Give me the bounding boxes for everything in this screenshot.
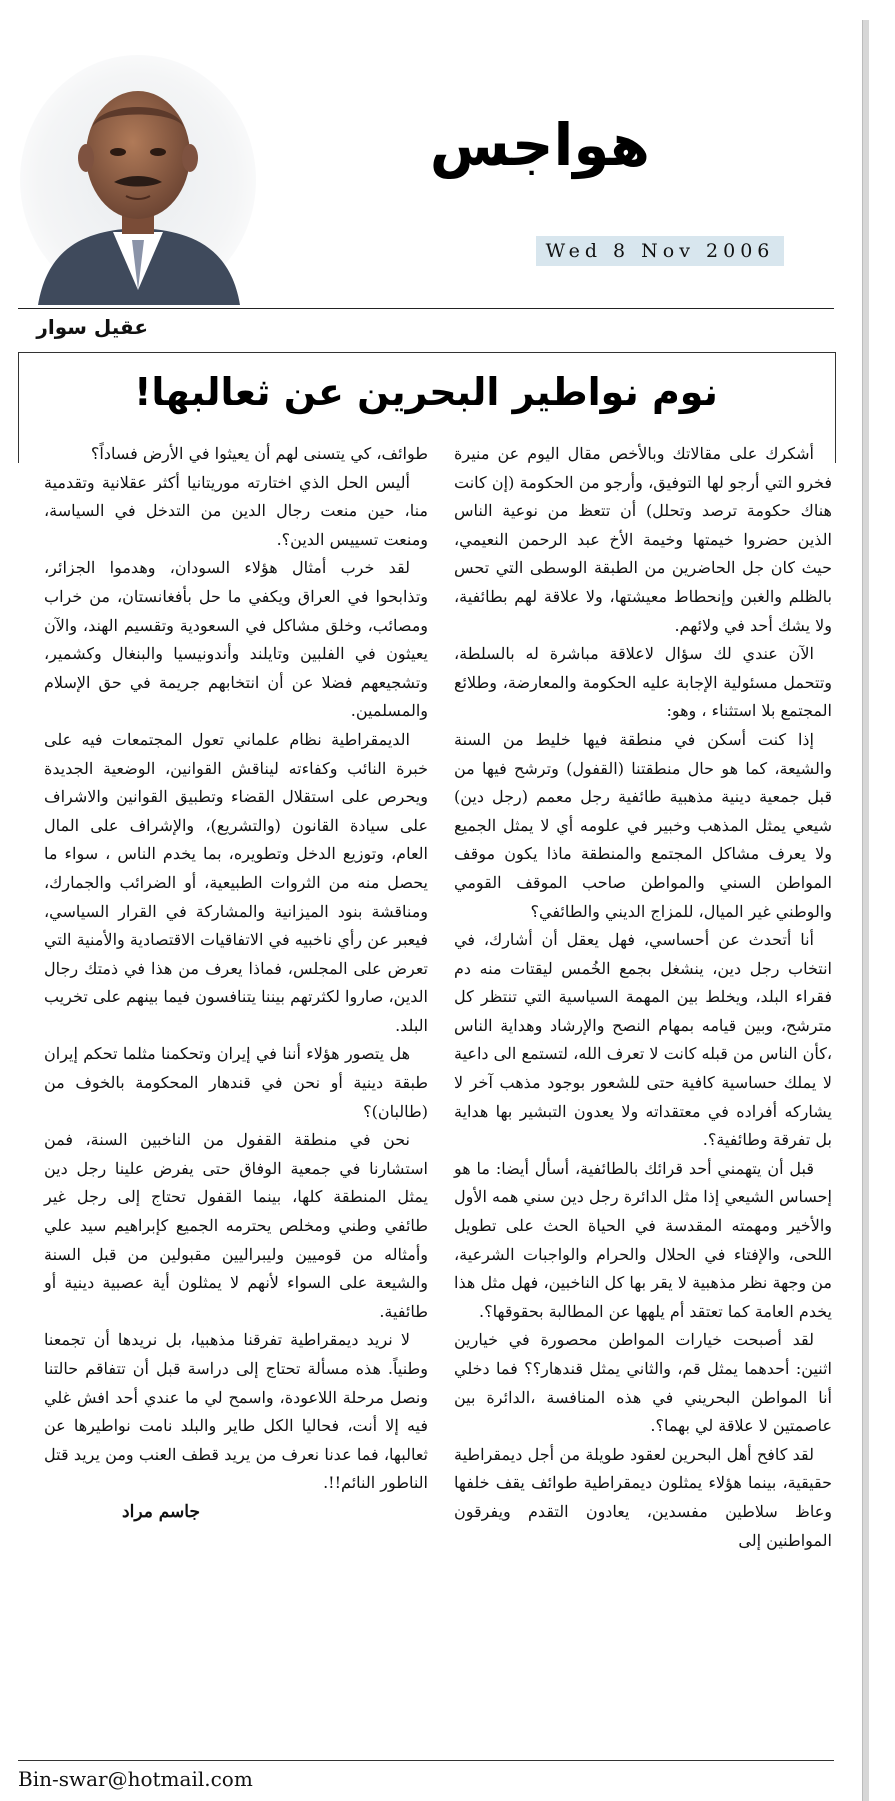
author-portrait — [18, 40, 258, 305]
paragraph: لقد أصبحت خيارات المواطن محصورة في خيارين اثنين: أحدهما يمثل قم، والثاني يمثل قندهار؟؟ فما دخلي أنا المواطن البحريني في هذه المنافسة ،الدائرة بين عاصمتين لا علاقة لي بهما؟. — [454, 1330, 832, 1436]
paragraph: أشكرك على مقالاتك وبالأخص مقال اليوم عن منيرة فخرو التي أرجو لها التوفيق، وأرجو من الحكومة (إن كانت هناك حكومة ترصد وتحلل) أن تتعظ من نوعية الناس الذين حضروا خيمتها وخيمة الأخ عبد الرحمن النعيمي، حيث كان جل الحاضرين من الطبقة الوسطى التي تحس بالظلم والغبن وإنحطاط معيشتها، ولا علاقة لهم بطائفية، ولا يشك أحد في ولائهم. — [454, 444, 832, 635]
paragraph: أليس الحل الذي اختارته موريتانيا أكثر عقلانية وتقدمية منا، حين منعت رجال الدين من التدخل في السياسة، ومنعت تسييس الدين؟. — [44, 472, 428, 549]
paragraph: أنا أتحدث عن أحساسي، فهل يعقل أن أشارك، في انتخاب رجل دين، ينشغل بجمع الخُمس ليقتات منه دم فقراء البلد، ويخلط بين المهمة السياسية التي تنتظر كل مترشح، وبين قيامه بمهام النصح والإرشاد وهداية الناس ،كأن الناس من قبله كانت لا تعرف الله، لتستمع الى داعية لا يملك حساسية كافية حتى للشعور بوجود مذهب آخر لا يشاركه أفراده في معتقداته ولا يعدون التبشير بها هداية بل تفرقة وطائفية؟. — [454, 930, 832, 1150]
footer-divider — [18, 1760, 834, 1761]
paragraph: لقد خرب أمثال هؤلاء السودان، وهدموا الجزائر، وتذابحوا في العراق ويكفي ما حل بأفغانستان، من خراب ومصائب، وخلق مشاكل في السعودية وتقسيم الهند، والآن يعيثون في الفلبين وتايلند وأندونيسيا والبنغال وكشمير، وتشجيعهم فضلا عن أن انتخابهم جريمة في حق الإسلام والمسلمين. — [44, 558, 429, 721]
paragraph: قبل أن يتهمني أحد قرائك بالطائفية، أسأل أيضا: ما هو إحساس الشيعي إذا مثل الدائرة رجل دين سني همه الأول والأخير ومهمته المقدسة في الحياة الحث على تطويل اللحى، والإفتاء في الحلال والحرام والواجبات الشرعية، من وجهة نظر مذهبية لا يقر بها كل الناخبين، فهل مثل هذا يخدم العامة كما تعتقد أم يلهها عن المطالبة بحقوقها؟. — [454, 1158, 832, 1321]
paragraph: لا نريد ديمقراطية تفرقنا مذهبيا، بل نريدها أن تجمعنا وطنياً. هذه مسألة تحتاج إلى دراسة قبل أن تتفاقم حالتنا ونصل مرحلة اللاعودة، واسمح لي ما عندي أحد افش غلي فيه إلا أنت، فحاليا الكل طاير والبلد نامت نواطيرها عن ثعالبها، فما عدنا نعرف من يريد قطف العنب ومن يريد قتل الناطور النائم!!. — [44, 1330, 428, 1493]
author-name: عقيل سوار — [36, 315, 148, 339]
paragraph: الآن عندي لك سؤال لاعلاقة مباشرة له بالسلطة، وتتحمل مسئولية الإجابة عليه الحكومة والمعارضة، وطلائع المجتمع بلا استثناء ، وهو: — [454, 644, 832, 721]
author-email: Bin-swar@hotmail.com — [18, 1767, 253, 1791]
article-headline: نوم نواطير البحرين عن ثعالبها! — [134, 370, 718, 414]
paragraph: نحن في منطقة القفول من الناخبين السنة، فمن استشارنا في جمعية الوفاق حتى يفرض علينا رجل دين يمثل المنطقة كلها، بينما القفول تحتاج إلى رجل غير طائفي وطني ومخلص يحترمه الجميع كإبراهيم سيد علي وأمثاله من قوميين وليبراليين مقبولين من قبل السنة والشيعة على السواء لأنهم لا يمثلون أية عصبية دينية أو طائفية. — [44, 1130, 429, 1321]
masthead-divider — [18, 308, 834, 309]
publication-date: Wed 8 Nov 2006 — [536, 236, 784, 266]
paragraph: طوائف، كي يتسنى لهم أن يعيثوا في الأرض فساداً؟ — [90, 444, 428, 463]
paragraph: لقد كافح أهل البحرين لعقود طويلة من أجل ديمقراطية حقيقية، بينما هؤلاء يمثلون ديمقراطية طوائف يقف خلفها وعاظ سلاطين مفسدين، يعادون التقدم ويفرقون المواطنين إلى — [454, 1444, 832, 1550]
paragraph: إذا كنت أسكن في منطقة فيها خليط من السنة والشيعة، كما هو حال منطقتنا (القفول) وترشح فيها من قبل جمعية دينية مذهبية طائفية رجل معمم (رجل دين) شيعي يمثل المذهب وخبير في علومه أي لا يمثل الجميع ولا يعرف مشاكل المجتمع والمنطقة ماذا يكون موقف المواطن السني والمواطن صاحب الموقف القومي والوطني غير الميال، للمزاج الديني والطائفي؟ — [454, 729, 832, 921]
paragraph: هل يتصور هؤلاء أننا في إيران وتحكمنا مثلما تحكم إيران طبقة دينية أو نحن في قندهار المحكومة بالخوف من (طالبان)؟ — [44, 1044, 428, 1121]
paragraph: الديمقراطية نظام علماني تعول المجتمعات فيه على خبرة النائب وكفاءته ليناقش القوانين، الوضعية الجديدة ويحرص على استقلال القضاء وتطبيق القوانين والاشراف على سيادة القانون (والتشريع)، والإشراف على المال العام، وتوزيع الدخل وتطويره، بما يخدم الناس ، سواء ما يحصل منه من الثروات الطبيعية، أو الضرائب والجمارك، ومناقشة بنود الميزانية والمشاركة في القرار السياسي، فيعبر عن رأي ناخبيه في الاتفاقيات الاقتصادية والأمنية التي تعرض على المجلس، فماذا يعرف من هذا في ذمتك رجال الدين، صاروا لكثرتهم بيننا يتنافسون فيما بينهم على تخريب البلد. — [44, 729, 428, 1035]
reader-signature: جاسم مراد — [122, 1501, 200, 1522]
article-column-right — [454, 440, 832, 1555]
page-edge-bar — [862, 20, 869, 1801]
article-column-left — [44, 440, 428, 1527]
column-title: هواجس — [429, 111, 650, 179]
